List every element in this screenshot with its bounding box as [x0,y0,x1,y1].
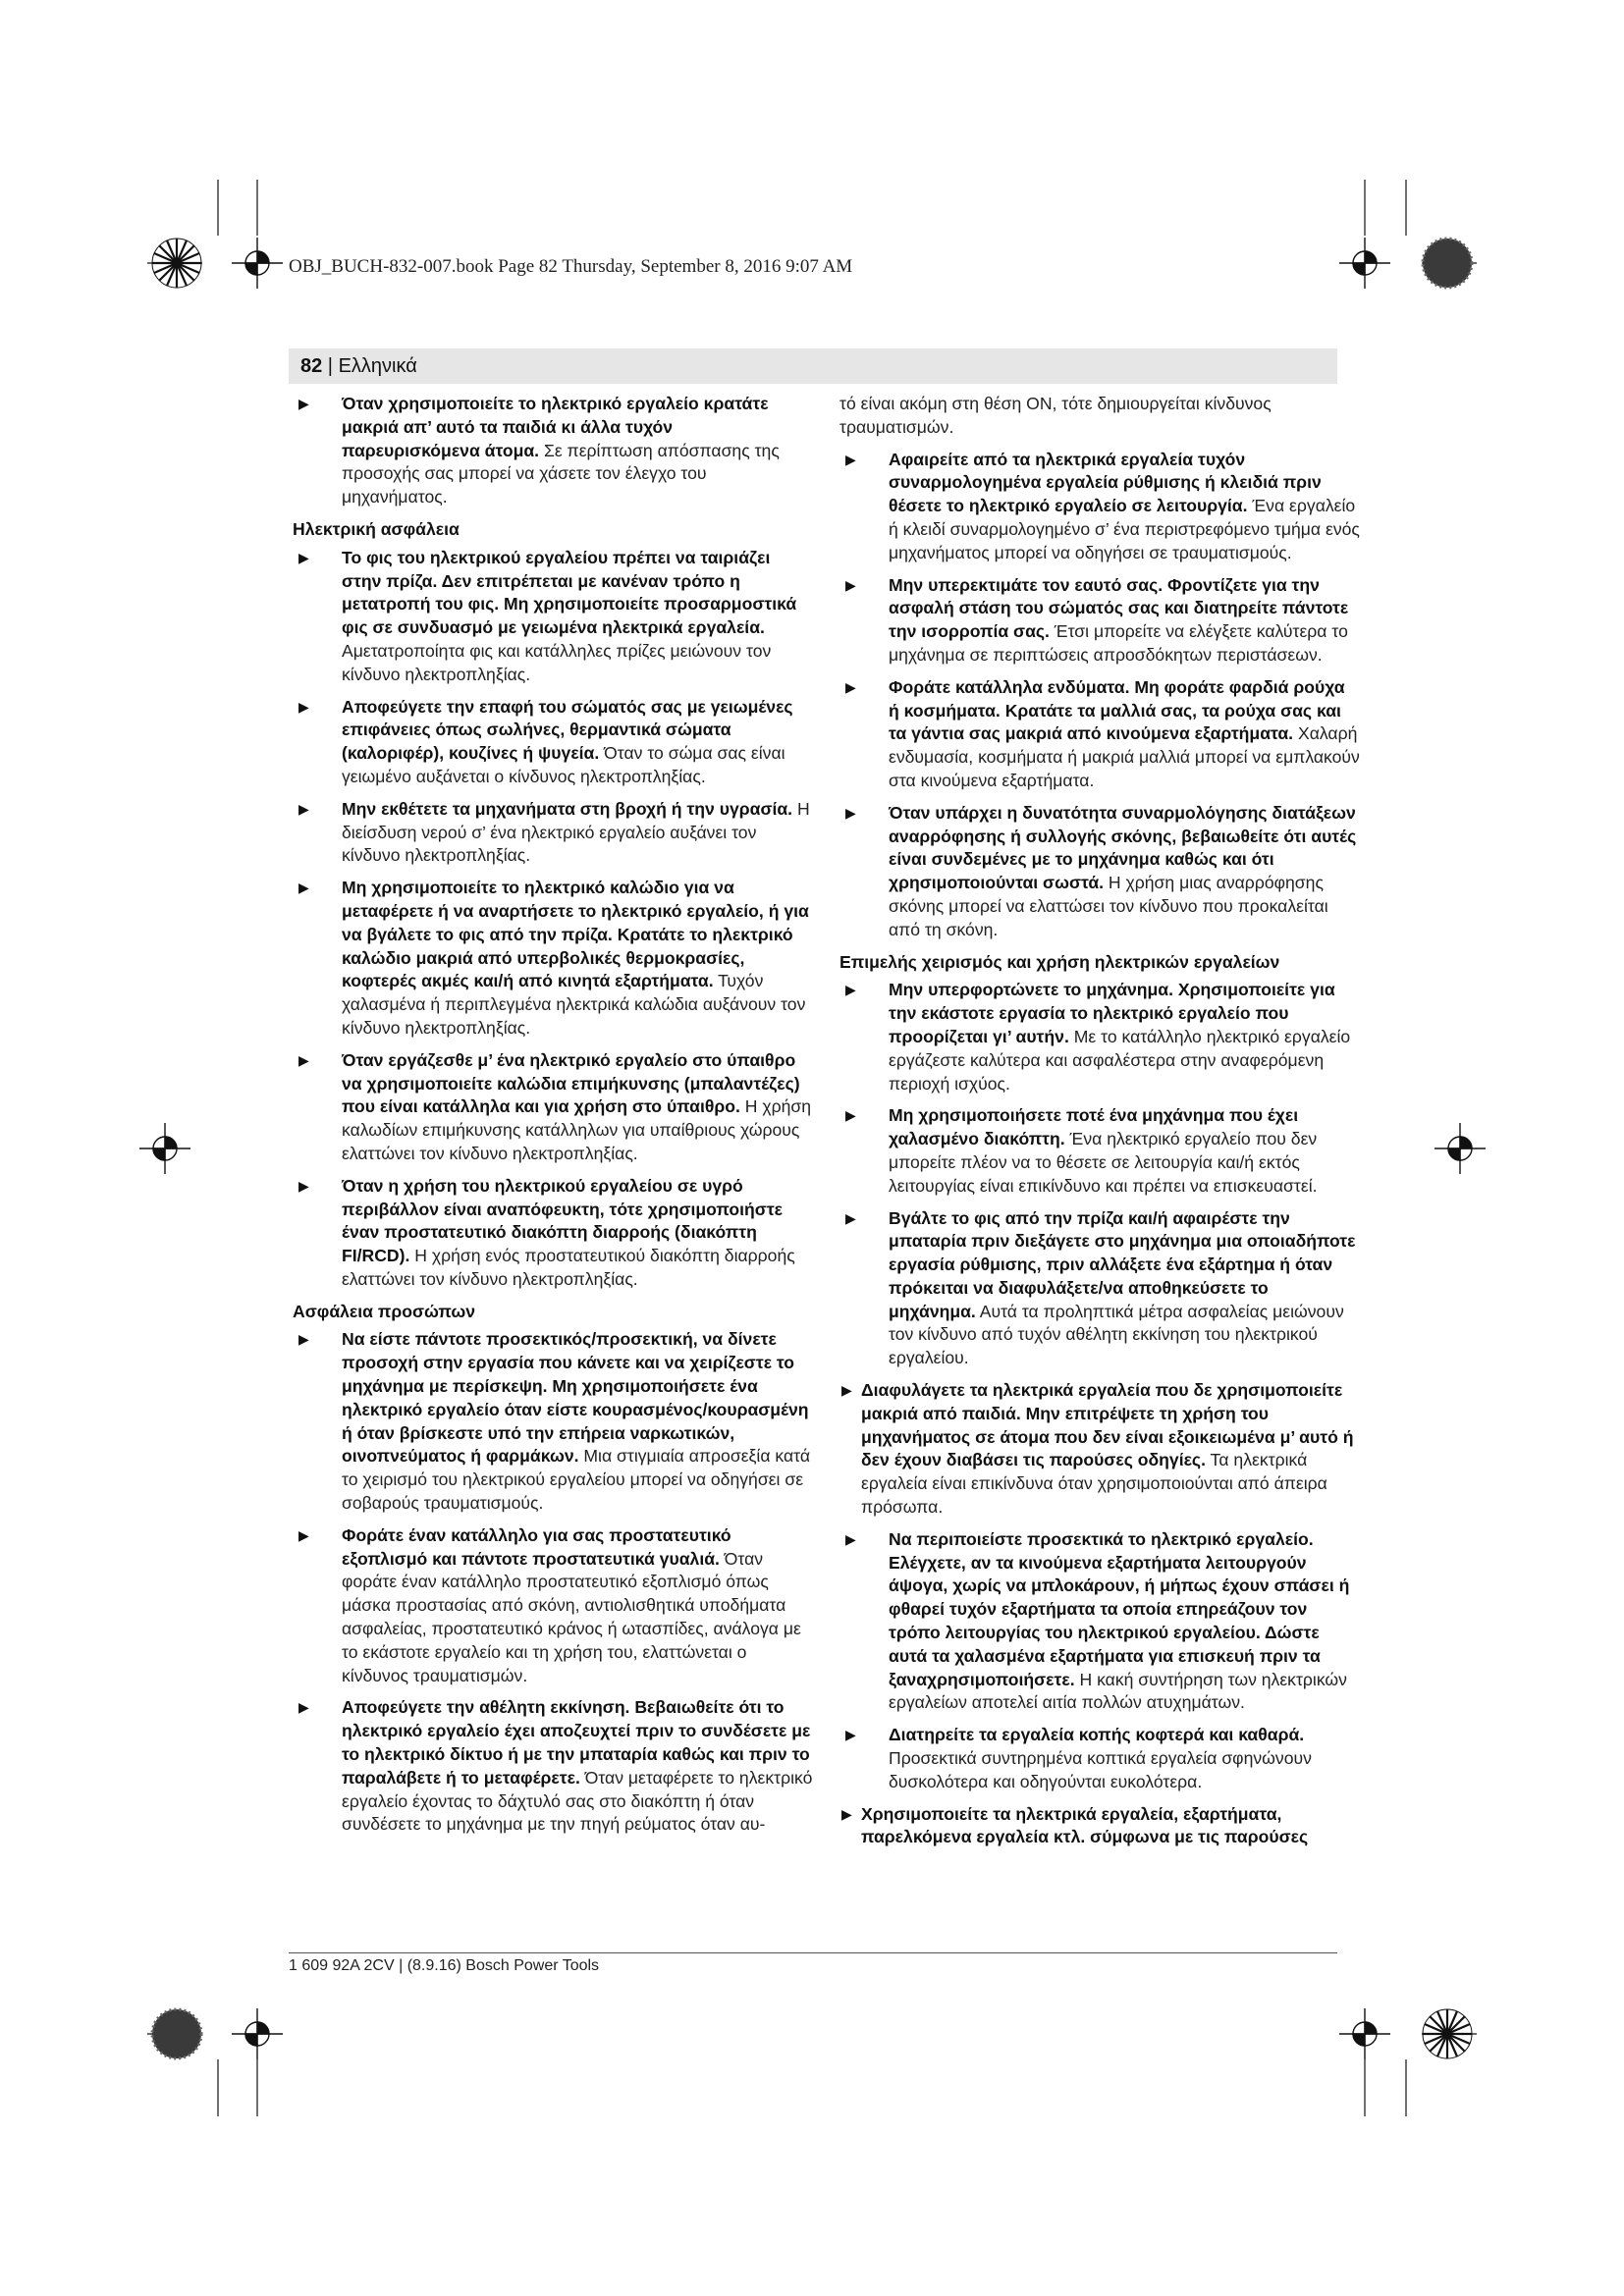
safety-instruction [293,393,813,509]
safety-instruction [293,1696,813,1837]
bullet-arrow-icon: ▶ [298,880,309,896]
safety-instruction [293,1524,813,1688]
instruction-bold: Όταν η χρήση του ηλεκτρικού εργαλείου σε υγρό περιβάλλον είναι αναπόφευκτη, τότε χρησιμοποιήστε έναν προστατευτικό διακόπτη διαρροής (διακόπτη FI/RCD). [342,1175,784,1266]
instruction-bold: Μη χρησιμοποιήσετε ποτέ ένα μηχάνημα που έχει χαλασμένο διακόπτη. [889,1105,1299,1149]
bullet-arrow-icon: ▶ [298,1051,309,1068]
right-column [839,393,1360,1858]
footer-rule [289,1952,1337,1953]
safety-instruction [293,798,813,868]
instruction-text: Όταν το σώμα σας είναι γειωμένο αυξάνεται ο κίνδυνος ηλεκτροπληξίας. [342,743,785,786]
bullet-arrow-icon: ▶ [845,576,856,593]
bullet-arrow-icon: ▶ [845,678,856,695]
star-target-icon [152,239,201,288]
bullet-arrow-icon: ▶ [845,1107,856,1124]
registration-crosshair-icon [232,238,283,289]
gray-target-icon [152,2009,201,2058]
bullet-arrow-icon: ▶ [298,549,309,565]
safety-instruction [839,449,1360,565]
bullet-arrow-icon: ▶ [298,396,309,411]
bullet-arrow-icon: ▶ [298,800,309,817]
page-number: 82 [300,355,323,377]
instruction-bold: Το φις του ηλεκτρικού εργαλείου πρέπει να ταιριάζει στην πρίζα. Δεν επιτρέπεται με κανέναν τρόπο η μετατροπή του φις. Μη χρησιμοποιείτε προσαρμοστικά φις σε συνδυασμό με γειωμένα ηλεκτρικά εργαλεία. [342,547,797,638]
instruction-text: Χαλαρή ενδυμασία, κοσμήματα ή μακριά μαλλιά μπορεί να εμπλακούν στα κινούμενα εξαρτήματα. [889,723,1360,790]
instruction-bold: Φοράτε έναν κατάλληλο για σας προστατευτικό εξοπλισμό και πάντοτε προστατευτικά γυαλιά. [342,1524,731,1569]
registration-crosshair-icon [139,1123,190,1174]
instruction-bold: Αφαιρείτε από τα ηλεκτρικά εργαλεία τυχόν συναρμολογημένα εργαλεία ρύθμισης ή κλειδιά πριν θέσετε το ηλεκτρικό εργαλείο σε λειτουργία. [889,449,1322,516]
bullet-arrow-icon: ▶ [845,1530,856,1547]
continued-paragraph: τό είναι ακόμη στη θέση ON, τότε δημιουργείται κίνδυνος τραυματισμών. [839,394,1272,437]
header-text [300,352,417,380]
safety-instruction [839,1379,1360,1520]
instruction-text: Τα ηλεκτρικά εργαλεία είναι επικίνδυνα όταν χρησιμοποιούνται από άπειρα πρόσωπα. [861,1450,1327,1518]
instruction-bold: Μην εκθέτετε τα μηχανήματα στη βροχή ή την υγρασία. [342,798,793,819]
bullet-arrow-icon: ▶ [841,1382,852,1399]
instruction-bold: Αποφεύγετε την επαφή του σώματός σας με γειωμένες επιφάνειες όπως σωλήνες, θερμαντικά σώματα (καλοριφέρ), κουζίνες ή ψυγεία. [342,696,793,764]
safety-instruction [839,676,1360,793]
instruction-bold: Μην υπερφορτώνετε το μηχάνημα. Χρησιμοποιείτε για την εκάστοτε εργασία το ηλεκτρικό εργαλείο που προορίζεται γι’ αυτήν. [889,980,1335,1046]
safety-instruction [839,1724,1360,1793]
section-heading: Ηλεκτρική ασφάλεια [293,518,460,539]
safety-instruction [293,877,813,1041]
instruction-text: Η χρήση καλωδίων επιμήκυνσης κατάλληλων για υπαίθριους χώρους ελαττώνει τον κίνδυνο ηλεκτροπληξίας. [342,1096,812,1163]
safety-instruction [839,1207,1360,1371]
instruction-bold: Χρησιμοποιείτε τα ηλεκτρικά εργαλεία, εξαρτήματα, παρελκόμενα εργαλεία κτλ. σύμφωνα με τις παρούσες [861,1803,1309,1847]
header-separator: | [322,355,339,377]
safety-instruction [293,547,813,687]
bullet-arrow-icon: ▶ [298,1331,309,1348]
bullet-arrow-icon: ▶ [298,698,309,715]
section-heading: Επιμελής χειρισμός και χρήση ηλεκτρικών εργαλείων [839,951,1280,972]
instruction-text: Η χρήση μιας αναρρόφησης σκόνης μπορεί να ελαττώσει τον κίνδυνο που προκαλείται από τη σκόνη. [889,873,1328,939]
instruction-text: Ένα ηλεκτρικό εργαλείο που δεν μπορείτε πλέον να το θέσετε σε λειτουργία και/ή εκτός λειτουργίας είναι επικίνδυνο και πρέπει να επισκευαστεί. [889,1129,1318,1196]
bullet-arrow-icon: ▶ [845,1209,856,1226]
instruction-bold: Όταν χρησιμοποιείτε το ηλεκτρικό εργαλείο κρατάτε μακριά απ’ αυτό τα παιδιά κι άλλα τυχόν παρευρισκόμενα άτομα. [342,394,769,460]
bullet-arrow-icon: ▶ [845,1727,856,1743]
section-heading: Ασφάλεια προσώπων [293,1301,476,1321]
print-slug: OBJ_BUCH-832-007.book Page 82 Thursday, September 8, 2016 9:07 AM [289,256,853,277]
instruction-text: Με το κατάλληλο ηλεκτρικό εργαλείο εργάζεστε καλύτερα και ασφαλέστερα στην αναφερόμενη περιοχή ισχύος. [889,1026,1351,1094]
instruction-text: Αυτά τα προληπτικά μέτρα ασφαλείας μειώνουν τον κίνδυνο από τυχόν αθέλητη εκκίνηση του ηλεκτρικού εργαλείου. [889,1301,1344,1368]
instruction-bold: Να είστε πάντοτε προσεκτικός/προσεκτική, να δίνετε προσοχή στην εργασία που κάνετε και να χειρίζεστε το μηχάνημα με περίσκεψη. Μη χρησιμοποιήσετε ένα ηλεκτρικό εργαλείο όταν είστε κουρασμένος/κουρασμένη ή όταν βρίσκεστε υπό την επήρεια ναρκωτικών, οινοπνεύματος ή φαρμάκων. [342,1329,809,1467]
instruction-text: Όταν μεταφέρετε το ηλεκτρικό εργαλείο έχοντας το δάχτυλό σας στο διακόπτη ή όταν συνδέσετε το μηχάνημα με την πηγή ρεύματος όταν αυ- [342,1767,813,1835]
safety-instruction [293,1175,813,1292]
instruction-text: Η χρήση ενός προστατευτικού διακόπτη διαρροής ελαττώνει τον κίνδυνο ηλεκτροπληξίας. [342,1246,795,1289]
safety-instruction [839,979,1360,1095]
instruction-bold: Μη χρησιμοποιείτε το ηλεκτρικό καλώδιο για να μεταφέρετε ή να αναρτήσετε το ηλεκτρικό εργαλείο, ή για να βγάλετε το φις από την πρίζα. Κρατάτε το ηλεκτρικό καλώδιο μακριά από υπερβολικές θερμοκρασίες, κοφτερές ακμές και/ή από κινητά εξαρτήματα. [342,878,809,991]
safety-instruction [293,1049,813,1166]
instruction-text: Τυχόν χαλασμένα ή περιπλεγμένα ηλεκτρικά καλώδια αυξάνουν τον κίνδυνο ηλεκτροπληξίας. [342,971,806,1038]
star-target-icon [1423,2009,1472,2058]
instruction-text: Προσεκτικά συντηρημένα κοπτικά εργαλεία σφηνώνουν δυσκολότερα και οδηγούνται ευκολότερα. [889,1748,1312,1791]
bullet-arrow-icon: ▶ [845,451,856,467]
instruction-bold: Μην υπερεκτιμάτε τον εαυτό σας. Φροντίζετε για την ασφαλή στάση του σώματός σας και διατηρείτε πάντοτε την ισορροπία σας. [889,574,1349,642]
header-language: Ελληνικά [338,355,417,377]
registration-crosshair-icon [1339,2008,1390,2059]
safety-instruction [839,574,1360,667]
registration-crosshair-icon [1339,238,1390,289]
instruction-text: Αμετατροποίητα φις και κατάλληλες πρίζες μειώνουν τον κίνδυνο ηλεκτροπληξίας. [342,640,772,684]
instruction-bold: Βγάλτε το φις από την πρίζα και/ή αφαιρέστε την μπαταρία πριν διεξάγετε στο μηχάνημα μια οποιαδήποτε εργασία ρύθμισης, πριν αλλάξετε ένα εξάρτημα ή όταν πρόκειται να διαφυλάξετε/να αποθηκεύσετε το μηχάνημα. [889,1207,1356,1321]
instruction-text: Η διείσδυση νερού σ’ ένα ηλεκτρικό εργαλείο αυξάνει τον κίνδυνο ηλεκτροπληξίας. [342,798,810,866]
instruction-text: Όταν φοράτε έναν κατάλληλο προστατευτικό εξοπλισμό όπως μάσκα προστασίας από σκόνη, αντιολισθητικά υποδήματα ασφαλείας, προστατευτικό κράνος ή ωτασπίδες, ανάλογα με το εκάστοτε εργαλείο και τη χρήση του, ελαττώνεται ο κίνδυνος τραυματισμών. [342,1548,801,1685]
instruction-bold: Να περιποιείστε προσεκτικά το ηλεκτρικό εργαλείο. Ελέγχετε, αν τα κινούμενα εξαρτήματα λειτουργούν άψογα, χωρίς να μπλοκάρουν, ή μήπως έχουν σπάσει ή φθαρεί τυχόν εξαρτήματα τα οποία επηρεάζουν τον τρόπο λειτουργίας του ηλεκτρικού εργαλείου. Δώστε αυτά τα χαλασμένα εξαρτήματα για επισκευή πριν τα ξαναχρησιμοποιήσετε. [889,1528,1350,1689]
instruction-bold: Διατηρείτε τα εργαλεία κοπής κοφτερά και καθαρά. [889,1725,1305,1745]
safety-instruction [293,1328,813,1515]
instruction-bold: Όταν εργάζεσθε μ’ ένα ηλεκτρικό εργαλείο στο ύπαιθρο να χρησιμοποιείτε καλώδια επιμήκυνσης (μπαλαντέζες) που είναι κατάλληλα και για χρήση στο ύπαιθρο. [342,1049,800,1117]
bullet-arrow-icon: ▶ [845,982,856,998]
gray-target-icon [1423,239,1472,288]
instruction-bold: Διαφυλάγετε τα ηλεκτρικά εργαλεία που δε χρησιμοποιείτε μακριά από παιδιά. Μην επιτρέψετε τη χρήση του μηχανήματος σε άτομα που δεν είναι εξοικειωμένα μ’ αυτό ή δεν έχουν διαβάσει τις παρούσες οδηγίες. [861,1380,1354,1470]
instruction-text: Η κακή συντήρηση των ηλεκτρικών εργαλείων αποτελεί αιτία πολλών ατυχημάτων. [889,1669,1347,1713]
bullet-arrow-icon: ▶ [298,1177,309,1194]
registration-crosshair-icon [1435,1123,1486,1174]
safety-instruction [839,1104,1360,1198]
safety-instruction [293,696,813,789]
instruction-bold: Φοράτε κατάλληλα ενδύματα. Μη φοράτε φαρδιά ρούχα ή κοσμήματα. Κρατάτε τα μαλλιά σας, τα ρούχα σας και τα γάντια σας μακριά από κινούμενα εξαρτήματα. [889,676,1345,744]
instruction-bold: Αποφεύγετε την αθέλητη εκκίνηση. Βεβαιωθείτε ότι το ηλεκτρικό εργαλείο έχει αποζευχτεί πριν το συνδέσετε με το ηλεκτρικό δίκτυο ή με την μπαταρία καθώς και πριν το παραλάβετε ή το μεταφέρετε. [342,1697,811,1788]
registration-crosshair-icon [232,2008,283,2059]
instruction-bold: Όταν υπάρχει η δυνατότητα συναρμολόγησης διατάξεων αναρρόφησης ή συλλογής σκόνης, βεβαιωθείτε ότι αυτές είναι συνδεμένες με το μηχάνημα καθώς και ότι χρησιμοποιούνται σωστά. [889,802,1357,893]
instruction-text: Ένα εργαλείο ή κλειδί συναρμολογημένο σ’ ένα περιστρεφόμενο τμήμα ενός μηχανήματος μπορεί να οδηγήσει σε τραυματισμούς. [889,496,1360,562]
safety-instruction [839,1528,1360,1715]
page-header [289,348,1337,384]
safety-instruction [839,1803,1360,1850]
page-footer: 1 609 92A 2CV | (8.9.16) Bosch Power Tools [289,1957,600,1974]
safety-instruction [839,802,1360,942]
bullet-arrow-icon: ▶ [298,1526,309,1543]
bullet-arrow-icon: ▶ [298,1699,309,1716]
bullet-arrow-icon: ▶ [845,804,856,821]
left-column [293,393,813,1845]
bullet-arrow-icon: ▶ [841,1805,852,1822]
instruction-text: Έτσι μπορείτε να ελέγξετε καλύτερα το μηχάνημα σε περιπτώσεις απροσδόκητων περιστάσεων. [889,621,1348,665]
instruction-text: Μια στιγμιαία απροσεξία κατά το χειρισμό του ηλεκτρικού εργαλείου μπορεί να οδηγήσει σε σοβαρούς τραυματισμούς. [342,1446,811,1514]
instruction-text: Σε περίπτωση απόσπασης της προσοχής σας μπορεί να χάσετε τον έλεγχο του μηχανήματος. [342,440,780,507]
